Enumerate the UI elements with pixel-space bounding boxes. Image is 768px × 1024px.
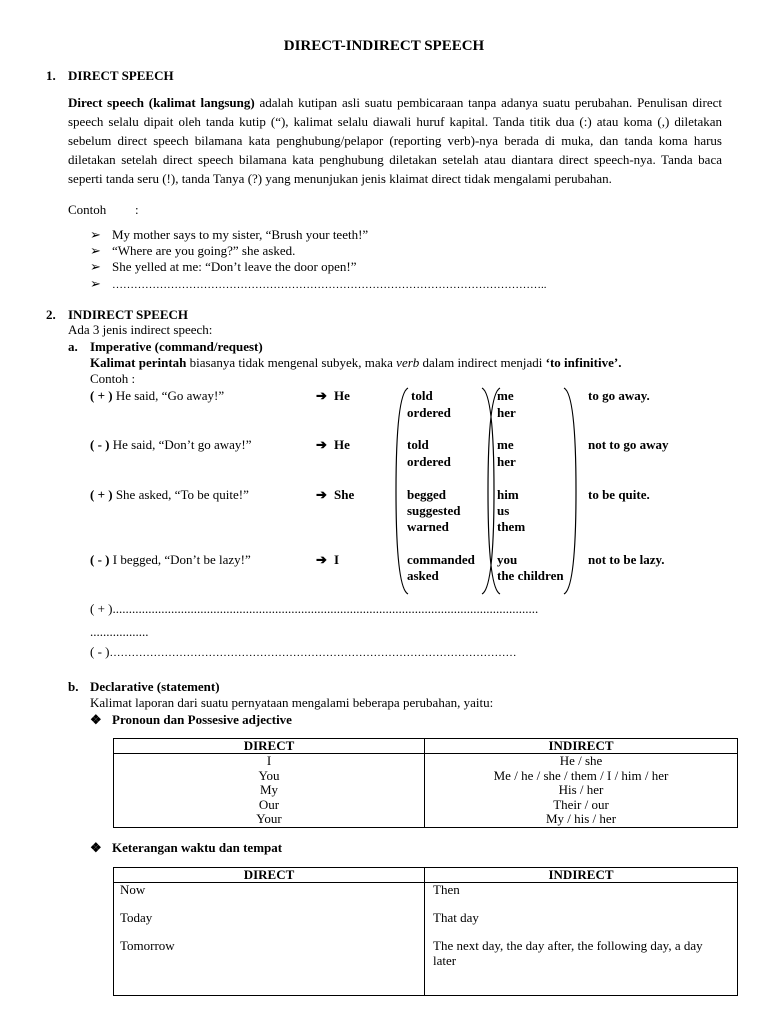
direct-text: He said, “Go away!” xyxy=(112,388,225,403)
table-cell: Our xyxy=(258,796,280,812)
intro-text: adalah kutipan asli suatu pembicaraan tanpa adanya suatu perubahan. Penulisan direct speech selalu dipait oleh tanda kutip (“), kalimat selalu diawali huruf kapital. Tanda titik dua (:) atau koma (,) diletakan sebelum direct speech bilamana kata penghubung/pelapor (reporting verb)-nya berada di muka, dan tanda koma harus diletakan setelah direct speech bilamana kata penghubung diletakan setelah atau diantara direct speech-nya. Tanda baca seperti tanda seru (!), tanda Tanya (?) yang menunjukan jenis klaimat direct tidak mengalami perubahan. xyxy=(68,95,722,186)
verb: told xyxy=(407,437,429,452)
table-cell: I xyxy=(266,753,272,768)
contoh-colon: : xyxy=(135,202,139,217)
subject: He xyxy=(334,388,350,403)
list-item xyxy=(90,259,357,275)
direct-speech-paragraph xyxy=(68,93,722,188)
table-header-indirect: INDIRECT xyxy=(425,739,738,754)
left-bracket-verbs xyxy=(396,388,408,594)
imperative-direct-sentence xyxy=(90,388,224,404)
verb: begged xyxy=(407,487,446,502)
result: to go away. xyxy=(588,388,650,403)
subsection-b-letter: b. xyxy=(68,679,79,694)
rule-end: ‘to infinitive’. xyxy=(545,355,622,370)
table-cell: Then xyxy=(433,882,460,897)
arrow-bullet-icon: ➢ xyxy=(90,276,101,291)
time-place-heading: Keterangan waktu dan tempat xyxy=(112,840,283,855)
verb: commanded xyxy=(407,552,475,567)
contoh-label-2: Contoh : xyxy=(90,371,136,386)
result: to be quite. xyxy=(588,487,650,502)
contoh-label: Contoh xyxy=(68,202,107,217)
imperative-direct-sentence xyxy=(90,487,249,503)
object: you xyxy=(497,552,518,567)
object: us xyxy=(497,503,510,518)
arrow-right-icon: ➔ xyxy=(316,487,327,502)
verb: ordered xyxy=(407,405,451,420)
direct-text: He said, “Don’t go away!” xyxy=(109,437,252,452)
practice-line-continuation: .................. xyxy=(90,624,149,639)
table-cell: Now xyxy=(120,882,146,897)
arrow-right-icon: ➔ xyxy=(316,388,327,403)
arrow-bullet-icon: ➢ xyxy=(90,243,101,258)
right-bracket-objects xyxy=(564,388,576,594)
subsection-b-heading: Declarative (statement) xyxy=(90,679,220,694)
object: him xyxy=(497,487,519,502)
section-2-number: 2. xyxy=(46,307,56,322)
object: the children xyxy=(497,568,564,583)
result: not to be lazy. xyxy=(588,552,665,567)
dots: ................................................................................................................................... xyxy=(112,601,539,616)
subsection-a-letter: a. xyxy=(68,339,78,354)
arrow-bullet-icon: ➢ xyxy=(90,227,101,242)
imperative-rule xyxy=(90,355,621,371)
section-2-heading: INDIRECT SPEECH xyxy=(68,307,189,322)
table-header-direct: DIRECT xyxy=(114,739,425,754)
bracket-lines xyxy=(392,384,592,598)
table-cell: His / her xyxy=(558,782,604,797)
table-row xyxy=(114,883,738,996)
subsection-a-heading: Imperative (command/request) xyxy=(90,339,263,354)
pronoun-heading: Pronoun dan Possesive adjective xyxy=(112,712,292,727)
pronoun-table xyxy=(113,738,738,828)
sign: ( - ) xyxy=(90,437,110,452)
direct-text: I begged, “Don’t be lazy!” xyxy=(109,552,251,567)
example-text: She yelled at me: “Don’t leave the door open!” xyxy=(112,259,357,274)
arrow-right-icon: ➔ xyxy=(316,437,327,452)
example-blank-line: ……………………………………………………………………………………………………….. xyxy=(112,279,547,291)
direct-column xyxy=(114,754,425,828)
object: me xyxy=(497,437,514,452)
verb: asked xyxy=(407,568,439,583)
rule-bold: Kalimat perintah xyxy=(90,355,187,370)
subject: He xyxy=(334,437,350,452)
table-cell: Tomorrow xyxy=(120,938,175,953)
table-cell: You xyxy=(258,767,280,783)
subject: She xyxy=(334,487,355,502)
rule-mid2: dalam indirect menjadi xyxy=(419,355,546,370)
indirect-column xyxy=(425,883,738,996)
table-header-direct: DIRECT xyxy=(114,868,425,883)
section-1-heading: DIRECT SPEECH xyxy=(68,68,174,83)
sign: ( - ) xyxy=(90,552,110,567)
intro-bold-term: Direct speech (kalimat langsung) xyxy=(68,95,255,110)
table-cell: He / she xyxy=(559,753,603,768)
table-cell: Today xyxy=(120,910,153,925)
rule-mid: biasanya tidak mengenal subyek, maka xyxy=(186,355,397,370)
imperative-direct-sentence xyxy=(90,437,252,453)
verb: ordered xyxy=(407,454,451,469)
rule-italic: verb xyxy=(396,355,420,370)
subject: I xyxy=(334,552,340,567)
verb: suggested xyxy=(407,503,461,518)
arrow-right-icon: ➔ xyxy=(316,552,327,567)
table-cell: Their / our xyxy=(553,796,609,812)
table-header-indirect: INDIRECT xyxy=(425,868,738,883)
arrow-bullet-icon: ➢ xyxy=(90,259,101,274)
dots: ………………………………………………………………………………………………… xyxy=(109,647,517,659)
object: them xyxy=(497,519,526,534)
imperative-direct-sentence xyxy=(90,552,251,568)
section-2-subtitle: Ada 3 jenis indirect speech: xyxy=(68,322,213,337)
list-item xyxy=(90,276,722,293)
list-item xyxy=(90,227,368,243)
example-text: My mother says to my sister, “Brush your teeth!” xyxy=(112,227,369,242)
table-cell: That day xyxy=(433,910,479,925)
object: me xyxy=(497,388,514,403)
example-text: “Where are you going?” she asked. xyxy=(112,243,296,258)
declarative-description: Kalimat laporan dari suatu pernyataan mengalami beberapa perubahan, yaitu: xyxy=(90,695,494,710)
sign: ( - ) xyxy=(90,644,110,659)
practice-line-positive xyxy=(90,601,722,617)
time-place-table xyxy=(113,867,738,996)
sign: ( + ) xyxy=(90,487,113,502)
table-row xyxy=(114,754,738,828)
sign: ( + ) xyxy=(90,601,113,616)
direct-text: She asked, “To be quite!” xyxy=(112,487,249,502)
diamond-bullet-icon: ❖ xyxy=(90,840,102,855)
indirect-column xyxy=(425,754,738,828)
practice-line-negative xyxy=(90,644,722,660)
sign: ( + ) xyxy=(90,388,113,403)
table-cell: Your xyxy=(256,811,282,826)
table-cell: Me / he / she / them / I / him / her xyxy=(493,767,669,783)
direct-column xyxy=(114,883,425,996)
verb: warned xyxy=(407,519,449,534)
page-title: DIRECT-INDIRECT SPEECH xyxy=(283,38,485,54)
table-cell: My / his / her xyxy=(545,811,617,826)
table-cell: My xyxy=(259,782,279,797)
result: not to go away xyxy=(588,437,669,452)
table-cell: The next day, the day after, the following day, a day later xyxy=(433,938,703,968)
object: her xyxy=(497,405,516,420)
object: her xyxy=(497,454,516,469)
verb: told xyxy=(411,388,433,403)
list-item xyxy=(90,243,295,259)
section-1-number: 1. xyxy=(46,68,56,83)
diamond-bullet-icon: ❖ xyxy=(90,712,102,727)
